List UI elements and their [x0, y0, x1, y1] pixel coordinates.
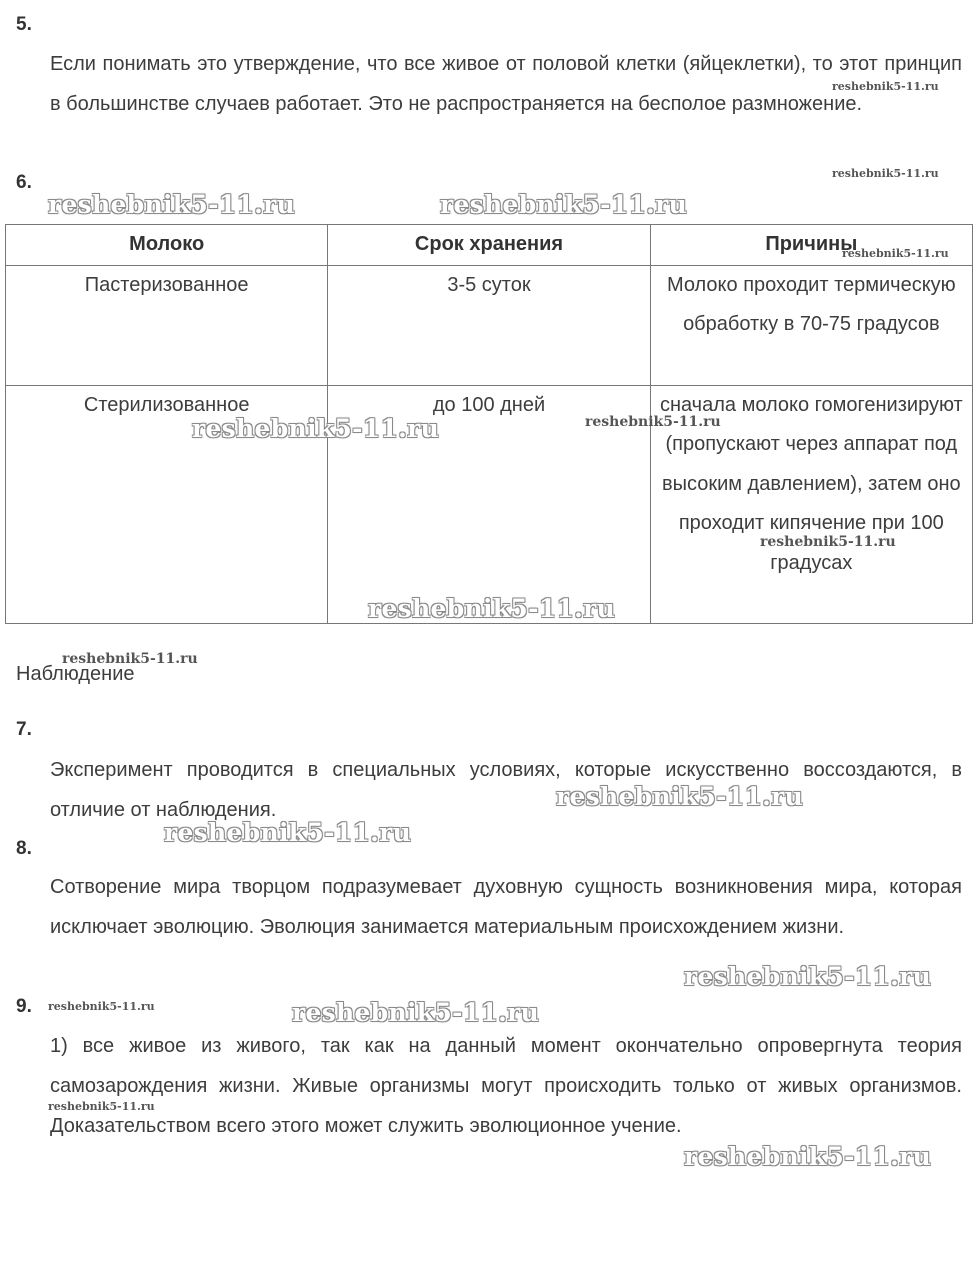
- milk-table: [5, 224, 973, 624]
- watermark: reshebnik5-11.ru: [164, 818, 412, 847]
- section-6-number: 6.: [16, 172, 32, 193]
- watermark: reshebnik5-11.ru: [48, 1000, 155, 1013]
- watermark: reshebnik5-11.ru: [832, 167, 939, 180]
- section-7-text: Эксперимент проводится в специальных условиях, которые искусственно воссоздаются, в отличие от наблюдения.: [50, 759, 962, 821]
- section-8-number: 8.: [16, 838, 32, 859]
- observation-answer: Наблюдение: [16, 663, 135, 685]
- section-5-text: Если понимать это утверждение, что все живое от половой клетки (яйцеклетки), то этот принцип в большинстве случаев работает. Это не распространяется на бесполое размножение.: [50, 53, 962, 115]
- section-9-text: 1) все живое из живого, так как на данный момент окончательно опровергнута теория самозарождения жизни. Живые организмы могут происходить только от живых организмов. Доказательством всего этого может служить эволюционное учение.: [50, 1035, 962, 1137]
- row-2-milk: Стерилизованное: [6, 385, 328, 623]
- watermark: reshebnik5-11.ru: [684, 962, 932, 991]
- table-row: [6, 265, 973, 385]
- table-header-row: [6, 225, 973, 266]
- watermark: reshebnik5-11.ru: [62, 651, 198, 667]
- row-1-reasons: Молоко проходит термическую обработку в 70-75 градусов: [650, 265, 972, 385]
- header-shelf-life: Срок хранения: [328, 225, 650, 266]
- header-milk: Молоко: [6, 225, 328, 266]
- section-5-number: 5.: [16, 14, 32, 35]
- section-8-text: Сотворение мира творцом подразумевает духовную сущность возникновения мира, которая исключает эволюцию. Эволюция занимается материальным происхождением жизни.: [50, 876, 962, 938]
- watermark: reshebnik5-11.ru: [48, 190, 296, 219]
- row-2-reasons: сначала молоко гомогенизируют (пропускают через аппарат под высоким давлением), затем оно проходит кипячение при 100 градусах: [650, 385, 972, 623]
- watermark: reshebnik5-11.ru: [368, 594, 616, 623]
- watermark: reshebnik5-11.ru: [832, 80, 939, 93]
- watermark: reshebnik5-11.ru: [48, 1100, 155, 1113]
- watermark: reshebnik5-11.ru: [556, 782, 804, 811]
- header-reasons: Причины: [650, 225, 972, 266]
- watermark: reshebnik5-11.ru: [842, 247, 949, 260]
- watermark: reshebnik5-11.ru: [585, 414, 721, 430]
- watermark: reshebnik5-11.ru: [192, 414, 440, 443]
- watermark: reshebnik5-11.ru: [684, 1142, 932, 1171]
- section-7-number: 7.: [16, 719, 32, 740]
- watermark: reshebnik5-11.ru: [292, 998, 540, 1027]
- watermark: reshebnik5-11.ru: [760, 534, 896, 550]
- row-1-shelf-life: 3-5 суток: [328, 265, 650, 385]
- section-9-number: 9.: [16, 996, 32, 1017]
- watermark: reshebnik5-11.ru: [440, 190, 688, 219]
- row-1-milk: Пастеризованное: [6, 265, 328, 385]
- table-row: [6, 385, 973, 623]
- row-2-shelf-life: до 100 дней: [328, 385, 650, 623]
